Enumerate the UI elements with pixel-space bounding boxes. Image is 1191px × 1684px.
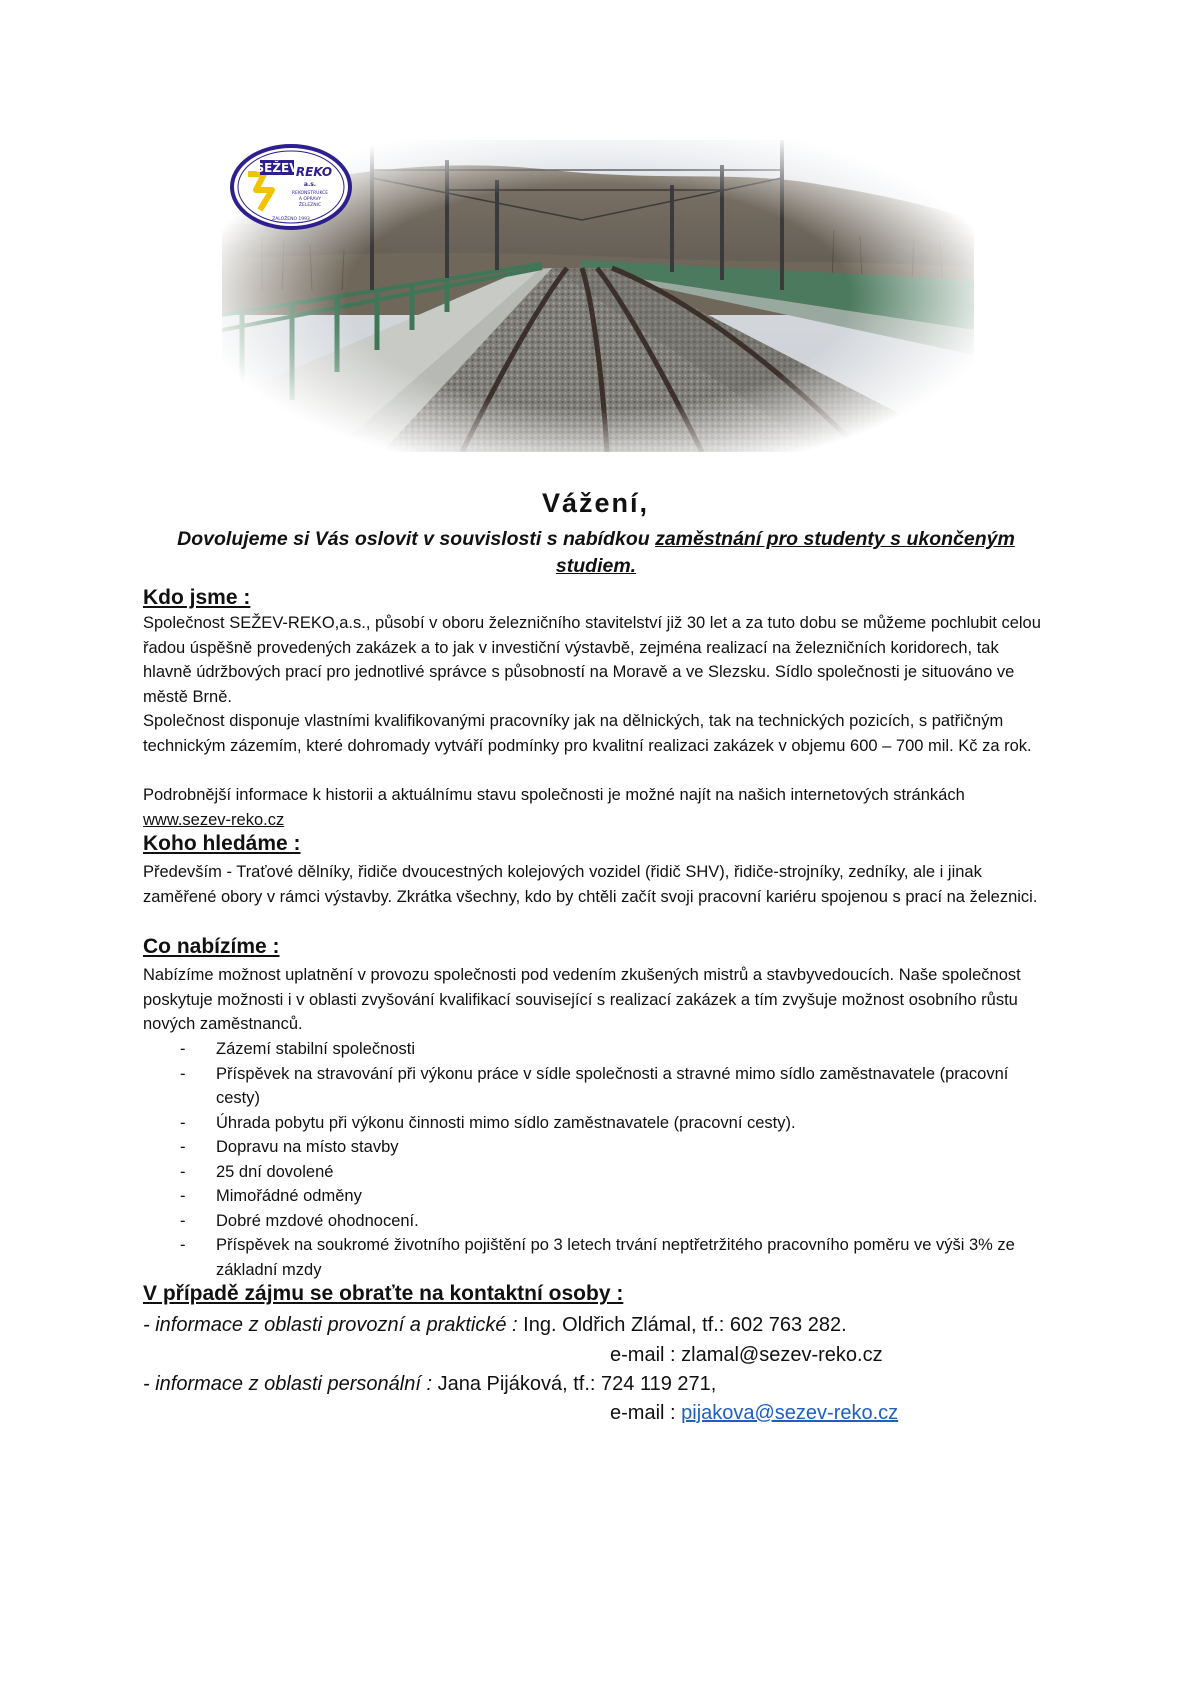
svg-text:REKO: REKO [295,165,333,179]
section-heading-contact: V případě zájmu se obraťte na kontaktní osoby : [143,1282,624,1305]
benefits-list [143,1037,1043,1282]
section-heading-seeking: Koho hledáme : [143,832,301,855]
svg-text:ZALOŽENO 1993: ZALOŽENO 1993 [272,217,310,222]
website-link[interactable]: www.sezev-reko.cz [143,810,285,829]
list-dash: - [180,1064,186,1083]
about-paragraph-2: Společnost disponuje vlastními kvalifikovanými pracovníky jak na dělnických, tak na technických pozicích, s patřičným technickým zázemím, které dohromady vytváří podmínky pro kvalitní realizaci zakázek v objemu 600 – 700 mil. Kč za rok. [143,712,1032,755]
intro-underlined-part: zaměstnání pro studenty s [655,528,907,550]
intro-text [140,526,1052,580]
list-dash: - [180,1040,186,1058]
list-item [143,1209,1043,1234]
list-item [143,1037,1043,1062]
intro-underlined-part-2: ukončeným studiem. [555,528,1015,577]
list-item [143,1184,1043,1209]
svg-text:SEŽEV: SEŽEV [255,161,299,175]
list-dash: - [180,1162,186,1181]
list-item-text: Příspěvek na stravování při výkonu práce v sídle společnosti a stravné mimo sídlo zaměstnavatele (pracovní cesty) [216,1064,1009,1107]
contact-row-personnel [143,1369,716,1399]
contact-email-operations: e-mail : zlamal@sezev-reko.cz [610,1344,883,1366]
list-item [143,1062,1043,1111]
contact-value: Ing. Oldřich Zlámal, tf.: 602 763 282. [523,1314,847,1336]
contact-label: - informace z oblasti provozní a praktické : [143,1314,524,1336]
svg-text:REKONSTRUKCE: REKONSTRUKCE [291,191,329,196]
list-item [143,1135,1043,1160]
greeting-heading: Vážení, [541,488,650,518]
list-dash: - [180,1113,186,1132]
svg-text:A OPRAVY: A OPRAVY [298,197,322,202]
svg-text:ŽELEZNIC: ŽELEZNIC [298,203,322,208]
about-paragraph-3 [143,783,1043,832]
intro-part: Dovolujeme si Vás oslovit v souvislosti s nabídkou [177,528,656,550]
list-item [143,1111,1043,1136]
contact-value: Jana Pijáková, tf.: 724 119 271, [437,1373,717,1395]
list-dash: - [180,1138,186,1156]
list-dash: - [180,1211,186,1230]
list-dash: - [180,1236,186,1254]
section-heading-offer: Co nabízíme : [143,935,280,958]
list-dash: - [180,1187,186,1205]
list-item-text: Příspěvek na soukromé životního pojištění po 3 letech trvání neptřetržitého pracovního poměru ve výši 3% ze základní mzdy [216,1236,1015,1279]
company-logo [230,144,352,230]
about-paragraph-3-text: Podrobnější informace k historii a aktuálnímu stavu společnosti je možné najít na našich internetových stránkách [143,786,965,804]
contact-email-personnel [610,1398,898,1428]
seeking-paragraph: Především - Traťové dělníky, řidiče dvoucestných kolejových vozidel (řidič SHV), řidiče-strojníky, zedníky, ale i jinak zaměřené obory v rámci výstavby. Zkrátka všechny, kdo by chtěli začít svoji pracovní kariéru spojenou s prací na železnici. [143,863,1038,906]
list-item-text: Dobré mzdové ohodnocení. [216,1211,419,1230]
list-item-text: Zázemí stabilní společnosti [216,1040,416,1058]
list-item-text: Úhrada pobytu při výkonu činnosti mimo sídlo zaměstnavatele (pracovní cesty). [216,1113,796,1132]
offer-paragraph: Nabízíme možnost uplatnění v provozu společnosti pod vedením zkušených mistrů a stavbyvedoucích. Naše společnost poskytuje možnosti i v oblasti zvyšování kvalifikací související s realizací zakázek a tím zvyšuje možnost osobního růstu nových zaměstnanců. [143,966,1021,1033]
list-item [143,1233,1043,1282]
contact-label: - informace z oblasti personální : [143,1373,438,1395]
list-item-text: 25 dní dovolené [216,1162,334,1181]
list-item-text: Mimořádné odměny [216,1187,362,1205]
contact-row-operations [143,1310,847,1340]
svg-text:a.s.: a.s. [303,181,317,188]
list-item [143,1160,1043,1185]
list-item-text: Dopravu na místo stavby [216,1138,399,1156]
email-link[interactable]: pijakova@sezev-reko.cz [681,1402,899,1424]
email-prefix: e-mail : [610,1402,682,1424]
about-paragraph-1: Společnost SEŽEV-REKO,a.s., působí v oboru železničního stavitelství již 30 let a za tuto dobu se můžeme pochlubit celou řadou úspěšně provedených zakázek a to jak v investiční výstavbě, zejména realizací na železničních koridorech, tak hlavně údržbových prací pro jednotlivé správce s působností na Moravě a ve Slezsku. Sídlo společnosti je situováno ve městě Brně. [143,614,1041,706]
section-heading-about: Kdo jsme : [143,586,251,609]
